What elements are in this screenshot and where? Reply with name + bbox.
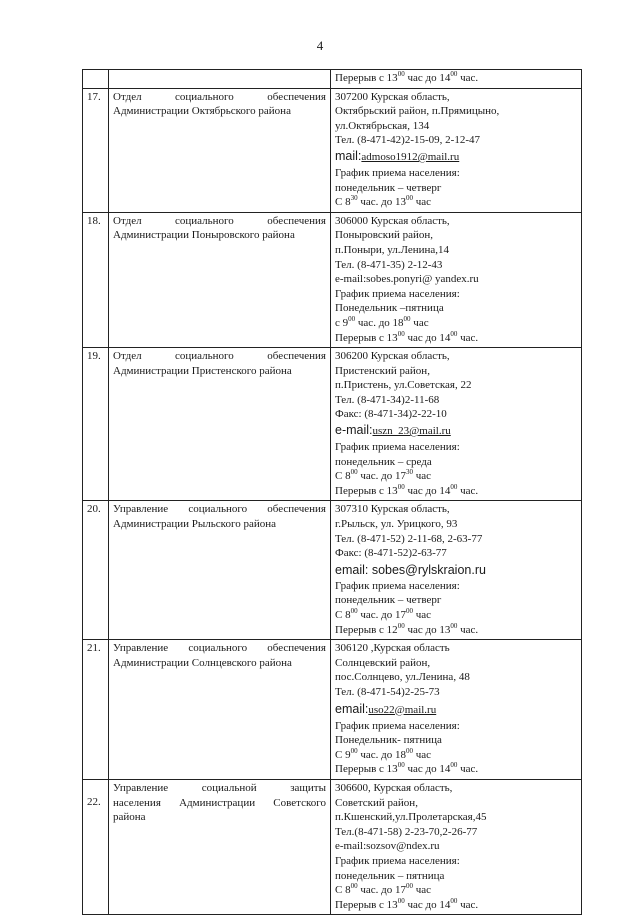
contact-details [331,212,582,347]
email-line[interactable]: e-mail:sozsov@ndex.ru [335,840,440,853]
name-line: населения Администрации Советского [113,796,326,809]
fax-line: Факс: (8-471-34)2-22-10 [335,408,447,421]
schedule-days: Понедельник- пятница [335,734,442,747]
schedule-title: График приема населения: [335,441,460,454]
break-line: Перерыв с $13^{00}$ час до $14^{00}$ час. [335,482,479,497]
table-row [83,501,582,640]
email-link[interactable]: uszn_23@mail.ru [372,425,451,438]
address-line: 306000 Курская область, [335,214,450,227]
address-line: 307200 Курская область, [335,90,450,103]
name-line: Управление социальной защиты [113,781,326,794]
name-line: Администрации Октябрьского района [113,105,291,118]
address-line: Октябрьский район, п.Прямицыно, [335,105,500,118]
address-line: п.Кшенский,ул.Пролетарская,45 [335,811,487,824]
phone-line: Тел. (8-471-35) 2-12-43 [335,258,443,271]
page-number: 4 [316,38,324,53]
address-line: п.Поныри, ул.Ленина,14 [335,243,450,256]
address-line: Пристенский район, [335,364,430,377]
table-row-continuation [83,70,582,89]
schedule-days: понедельник – четверг [335,181,442,194]
schedule-days: понедельник – среда [335,455,432,468]
schedule-title: График приема населения: [335,854,460,867]
schedule-title: График приема населения: [335,166,460,179]
schedule-days: понедельник – четверг [335,594,442,607]
name-line: Управление социального обеспечения [113,503,326,516]
name-line: Администрации Рыльского района [113,518,276,531]
name-line: района [113,811,146,824]
row-number [83,779,109,914]
contact-details [331,501,582,640]
schedule-time: С $8^{00}$ час. до $17^{00}$ час [335,607,432,621]
address-line: Поныровский район, [335,229,434,242]
address-line: пос.Солнцево, ул.Ленина, 48 [335,671,470,684]
table-row [83,640,582,780]
schedule-title: График приема населения: [335,719,460,732]
table-row [83,212,582,347]
address-line: г.Рыльск, ул. Урицкого, 93 [335,518,458,531]
cell-num [83,70,109,89]
schedule-days: понедельник – пятница [335,869,445,882]
address-line: п.Пристень, ул.Советская, 22 [335,379,472,392]
name-line: Отдел социального обеспечения [113,350,326,363]
table-row [83,779,582,914]
phone-line: Тел. (8-471-52) 2-11-68, 2-63-77 [335,532,483,545]
name-line: Отдел социального обеспечения [113,90,326,103]
row-number: 20. [83,501,109,640]
phone-line: Тел. (8-471-42)2-15-09, 2-12-47 [335,134,480,147]
address-line: 306200 Курская область, [335,350,450,363]
contact-details [331,779,582,914]
table-row [83,348,582,501]
address-line: Советский район, [335,796,418,809]
address-line: 306120 ,Курская область [335,642,450,655]
department-name [109,640,331,780]
break-line: Перерыв с $13^{00}$ час до $14^{00}$ час. [335,896,479,911]
email-link[interactable]: uso22@mail.ru [368,703,437,716]
schedule-time: С $8^{00}$ час. до $17^{00}$ час [335,882,432,897]
address-line: ул.Октябрьская, 134 [335,119,430,132]
schedule-title: График приема населения: [335,579,460,592]
cell-name [109,70,331,89]
email-link[interactable]: admoso1912@mail.ru [361,150,460,163]
department-name [109,779,331,914]
row-number: 17. [83,88,109,212]
name-line: Администрации Солнцевского района [113,656,292,669]
schedule-title: График приема населения: [335,287,460,300]
name-line: Отдел социального обеспечения [113,214,326,227]
break-line: Перерыв с $13^{00}$ час до $14^{00}$ час. [335,761,479,776]
schedule-time: С $8^{00}$ час. до $17^{30}$ час [335,468,432,483]
email-line [335,422,577,440]
department-name [109,212,331,347]
contact-details [331,640,582,780]
contacts-table [82,69,582,915]
phone-line: Тел. (8-471-54)2-25-73 [335,685,440,698]
address-line: 307310 Курская область, [335,503,450,516]
department-name [109,501,331,640]
row-number: 18. [83,212,109,347]
address-line: 306600, Курская область, [335,781,453,794]
name-line: Администрации Поныровского района [113,229,295,242]
email-line[interactable]: email: sobes@rylskraion.ru [335,562,486,577]
name-line: Управление социального обеспечения [113,642,326,655]
email-line [335,700,577,719]
cell-contacts [331,70,582,89]
name-line: Администрации Пристенского района [113,364,292,377]
row-number: 21. [83,640,109,780]
schedule-time: С $9^{00}$ час. до $18^{00}$ час [335,746,432,761]
email-line[interactable]: e-mail:sobes.ponyri@ yandex.ru [335,273,479,286]
contact-details [331,88,582,212]
schedule-time: с $9^{00}$ час. до $18^{00}$ час [335,314,429,329]
row-number-label: 22. [87,795,101,808]
schedule-time: С $8^{30}$ час. до $13^{00}$ час [335,194,432,209]
break-line: Перерыв с $13^{00}$ час до $14^{00}$ час. [335,329,479,344]
table-row [83,88,582,212]
department-name [109,348,331,501]
department-name [109,88,331,212]
phone-line: Тел. (8-471-34)2-11-68 [335,393,440,406]
fax-line: Факс: (8-471-52)2-63-77 [335,547,447,560]
schedule-days: Понедельник –пятница [335,302,444,315]
address-line: Солнцевский район, [335,656,431,669]
email-line [335,148,577,166]
break-line: Перерыв с $13^{00}$ час до $14^{00}$ час. [335,70,479,84]
row-number: 19. [83,348,109,501]
contact-details [331,348,582,501]
break-line: Перерыв с $12^{00}$ час до $13^{00}$ час. [335,621,479,636]
email-label: mail: [335,148,362,163]
email-label: email: [335,701,369,716]
email-label: e-mail: [335,423,373,438]
phone-line: Тел.(8-471-58) 2-23-70,2-26-77 [335,825,478,838]
